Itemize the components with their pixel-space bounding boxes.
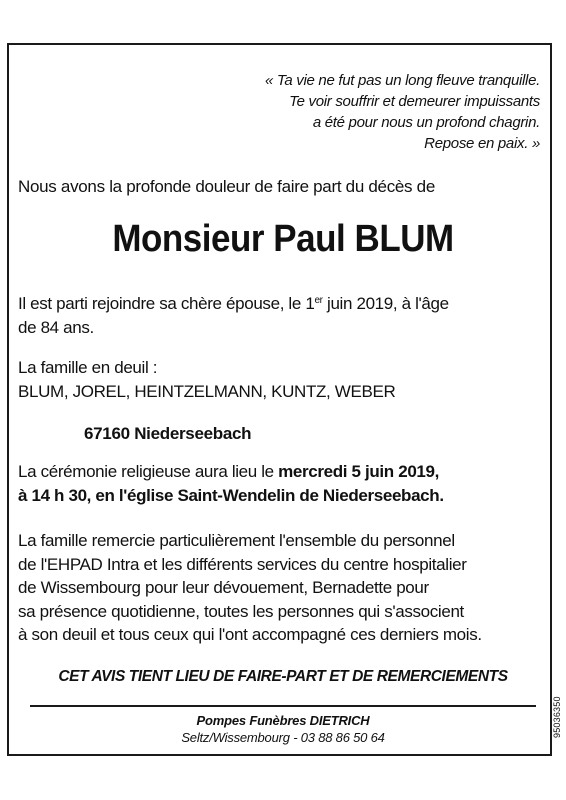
family-label: La famille en deuil : (18, 358, 158, 377)
reference-number: 95036350 (552, 696, 562, 738)
divider (30, 705, 536, 707)
departure-line (18, 292, 449, 316)
deceased-name: Monsieur Paul BLUM (112, 218, 454, 260)
thanks-line: à son deuil et tous ceux qui l'ont accompagné ces derniers mois. (18, 625, 482, 644)
epigraph-quote (120, 70, 540, 154)
quote-line: a été pour nous un profond chagrin. (312, 114, 540, 131)
location: 67160 Niederseebach (84, 424, 252, 443)
thanks-line: de l'EHPAD Intra et les différents services du centre hospitalier (18, 554, 467, 574)
quote-line: « Ta vie ne fut pas un long fleuve tranquille. (264, 72, 540, 89)
ceremony-text: La cérémonie religieuse aura lieu le (18, 462, 279, 481)
ceremony-date: mercredi 5 juin 2019, (278, 462, 440, 481)
ordinal-suffix: er (314, 295, 323, 306)
family-names: BLUM, JOREL, HEINTZELMANN, KUNTZ, WEBER (18, 381, 396, 401)
departure-paragraph (18, 292, 449, 339)
departure-text: Il est parti rejoindre sa chère épouse, le 1 (18, 294, 315, 313)
funeral-home-contact: Seltz/Wissembourg - 03 88 86 50 64 (181, 730, 385, 745)
notice-statement: CET AVIS TIENT LIEU DE FAIRE-PART ET DE REMERCIEMENTS (58, 668, 508, 685)
departure-text: juin 2019, à l'âge (322, 294, 449, 313)
ceremony-line: à 14 h 30, en l'église Saint-Wendelin de Niederseebach. (18, 485, 444, 505)
intro-text: Nous avons la profonde douleur de faire part du décès de (18, 177, 435, 196)
funeral-home-name: Pompes Funèbres DIETRICH (196, 713, 370, 728)
thanks-line: La famille remercie particulièrement l'ensemble du personnel (18, 531, 455, 550)
funeral-home (0, 712, 566, 746)
ceremony-paragraph (18, 460, 444, 507)
thanks-paragraph (18, 529, 482, 647)
quote-line: Te voir souffrir et demeurer impuissants (289, 93, 540, 110)
thanks-line: de Wissembourg pour leur dévouement, Bernadette pour (18, 578, 429, 597)
departure-line: de 84 ans. (18, 317, 94, 337)
quote-line: Repose en paix. » (424, 135, 540, 152)
thanks-line: sa présence quotidienne, toutes les personnes qui s'associent (18, 601, 464, 621)
ceremony-line (18, 460, 444, 484)
family-paragraph (18, 356, 395, 403)
